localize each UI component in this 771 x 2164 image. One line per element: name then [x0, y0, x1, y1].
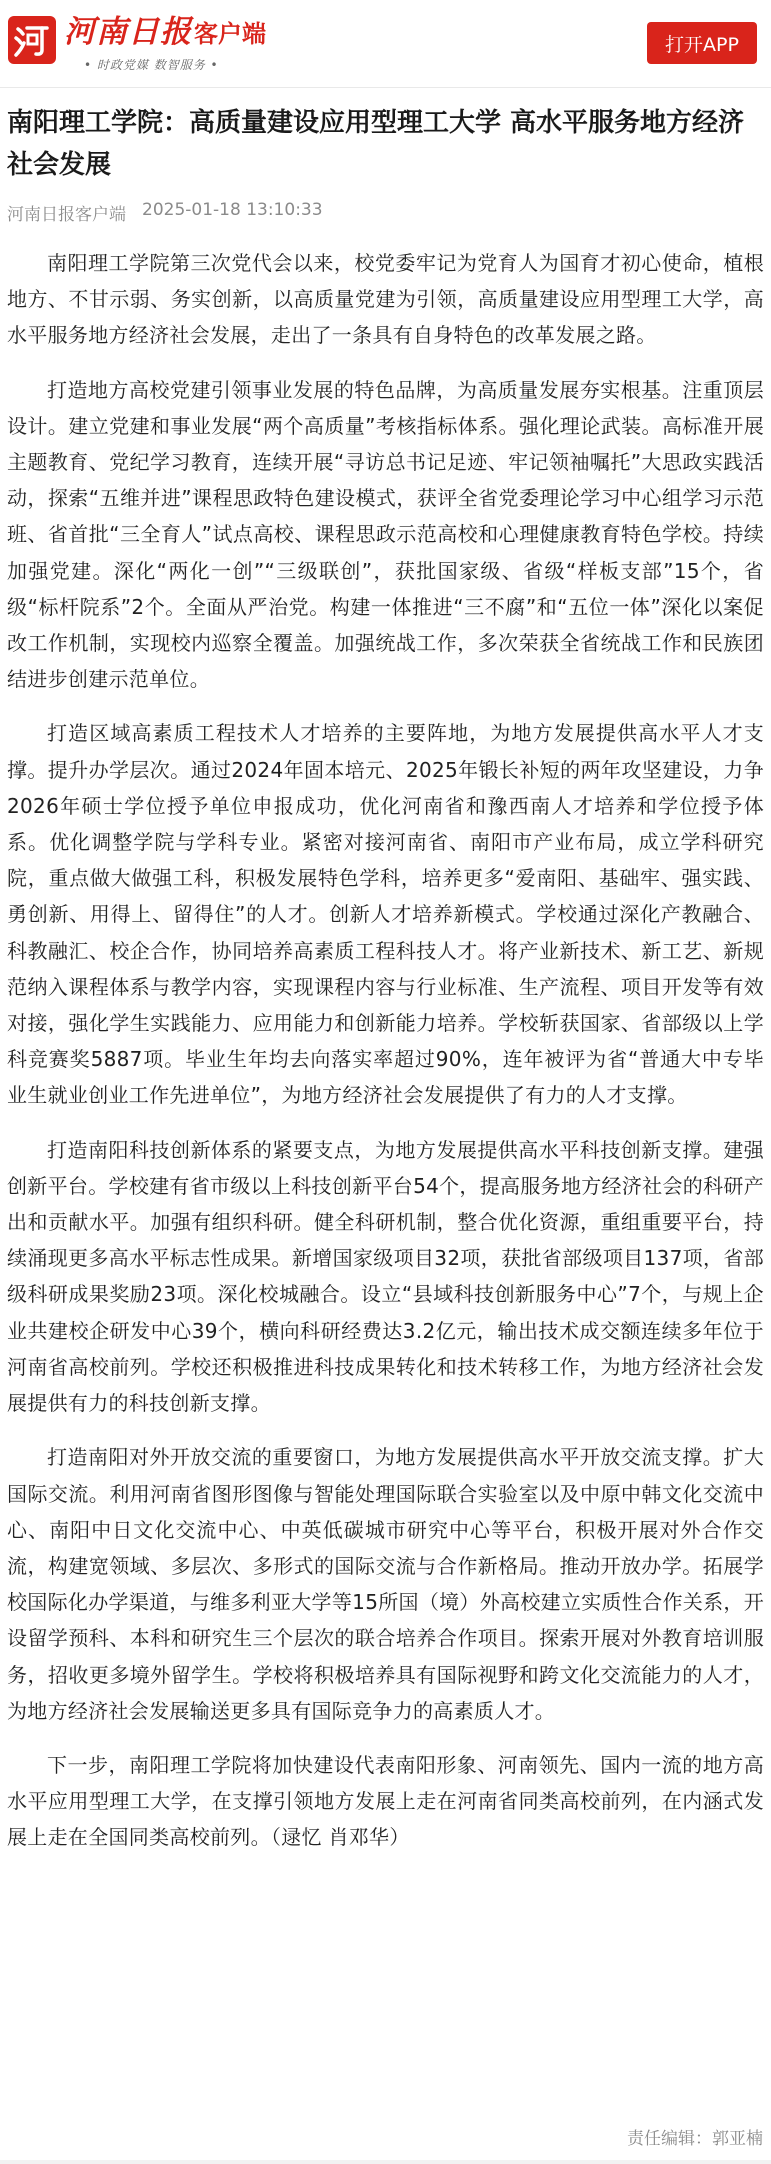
article-paragraph: 下一步，南阳理工学院将加快建设代表南阳形象、河南领先、国内一流的地方高水平应用型理工大学，在支撑引领地方发展上走在河南省同类高校前列，在内涵式发展上走在全国同类高校前列。（逯忆 肖邓华） [7, 1752, 764, 1850]
footer-divider [0, 2160, 771, 2164]
article-paragraph: 打造南阳科技创新体系的紧要支点，为地方发展提供高水平科技创新支撑。建强创新平台。学校建有省市级以上科技创新平台54个，提高服务地方经济社会的科研产出和贡献水平。加强有组织科研。健全科研机制，整合优化资源，重组重要平台，持续涌现更多高水平标志性成果。新增国家级项目32项，获批省部级项目137项，省部级科研成果奖励23项。深化校城融合。设立“县域科技创新服务中心”7个，与规上企业共建校企研发中心39个，横向科研经费达3.2亿元，输出技术成交额连续多年位于河南省高校前列。学校还积极推进科技成果转化和技术转移工作，为地方经济社会发展提供有力的科技创新支撑。 [7, 1137, 764, 1416]
brand-suffix: 客户端 [194, 20, 266, 48]
he-character-logo-icon[interactable] [8, 16, 56, 64]
article-paragraph: 打造地方高校党建引领事业发展的特色品牌，为高质量发展夯实根基。注重顶层设计。建立党建和事业发展“两个高质量”考核指标体系。强化理论武装。高标准开展主题教育、党纪学习教育，连续开展“寻访总书记足迹、牢记领袖嘱托”大思政实践活动，探索“五维并进”课程思政特色建设模式，获评全省党委理论学习中心组学习示范班、省首批“三全育人”试点高校、课程思政示范高校和心理健康教育特色学校。持续加强党建。深化“两化一创”“三级联创”，获批国家级、省级“样板支部”15个，省级“标杆院系”2个。全面从严治党。构建一体推进“三不腐”和“五位一体”深化以案促改工作机制，实现校内巡察全覆盖。加强统战工作，多次荣获全省统战工作和民族团结进步创建示范单位。 [7, 377, 764, 692]
article-title: 南阳理工学院：高质量建设应用型理工大学 高水平服务地方经济社会发展 [7, 108, 745, 180]
brand-slogan: • 时政党媒 数智服务 • [84, 58, 219, 72]
article-paragraph: 打造区域高素质工程技术人才培养的主要阵地，为地方发展提供高水平人才支撑。提升办学层次。通过2024年固本培元、2025年锻长补短的两年攻坚建设，力争2026年硕士学位授予单位申报成功，优化河南省和豫西南人才培养和学位授予体系。优化调整学院与学科专业。紧密对接河南省、南阳市产业布局，成立学科研究院，重点做大做强工科，积极发展特色学科，培养更多“爱南阳、基础牢、强实践、勇创新、用得上、留得住”的人才。创新人才培养新模式。学校通过深化产教融合、科教融汇、校企合作，协同培养高素质工程科技人才。将产业新技术、新工艺、新规范纳入课程体系与教学内容，实现课程内容与行业标准、生产流程、项目开发等有效对接，强化学生实践能力、应用能力和创新能力培养。学校斩获国家、省部级以上学科竞赛奖5887项。毕业生年均去向落实率超过90%，连年被评为省“普通大中专毕业生就业创业工作先进单位”，为地方经济社会发展提供了有力的人才支撑。 [7, 721, 764, 1108]
article-body [7, 245, 764, 1856]
open-app-button[interactable]: 打开APP [647, 22, 757, 64]
article-paragraph: 南阳理工学院第三次党代会以来，校党委牢记为党育人为国育才初心使命，植根地方、不甘示弱、务实创新，以高质量党建为引领，高质量建设应用型理工大学，高水平服务地方经济社会发展，走出了一条具有自身特色的改革发展之路。 [7, 251, 764, 348]
app-header [0, 0, 771, 88]
brand[interactable] [64, 14, 266, 73]
article-meta [7, 200, 764, 225]
article [0, 102, 771, 1856]
brand-name: 河南日报 [64, 14, 192, 50]
article-paragraph: 打造南阳对外开放交流的重要窗口，为地方发展提供高水平开放交流支撑。扩大国际交流。利用河南省图形图像与智能处理国际联合实验室以及中原中韩文化交流中心、南阳中日文化交流中心、中英低碳城市研究中心等平台，积极开展对外合作交流，构建宽领域、多层次、多形式的国际交流与合作新格局。推动开放办学。拓展学校国际化办学渠道，与维多利亚大学等15所国（境）外高校建立实质性合作关系，开设留学预科、本科和研究生三个层次的联合培养合作项目。探索开展对外教育培训服务，招收更多境外留学生。学校将积极培养具有国际视野和跨文化交流能力的人才，为地方经济社会发展输送更多具有国际竞争力的高素质人才。 [7, 1445, 764, 1723]
article-editor: 责任编辑：郭亚楠 [627, 2129, 763, 2149]
article-source[interactable]: 河南日报客户端 [7, 205, 126, 225]
article-datetime: 2025-01-18 13:10:33 [142, 200, 323, 220]
